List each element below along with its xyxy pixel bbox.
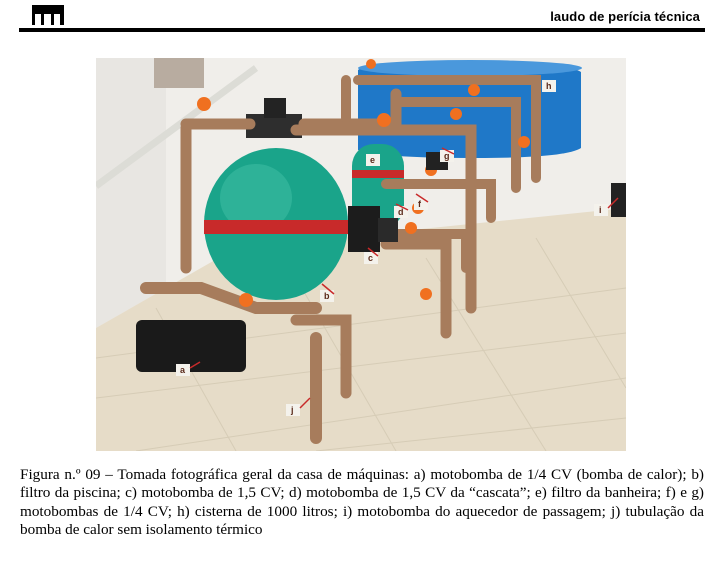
machine-room-photo xyxy=(96,58,626,451)
header-divider xyxy=(19,28,705,32)
photo-label-i: i xyxy=(599,205,602,215)
photo-label-g: g xyxy=(444,151,450,161)
photo-label-d: d xyxy=(398,207,404,217)
photo-label-j: j xyxy=(291,405,294,415)
photo-label-e: e xyxy=(370,155,376,165)
page-header-title: laudo de perícia técnica xyxy=(550,9,700,24)
photo-label-c: c xyxy=(368,253,374,263)
institution-logo-icon xyxy=(32,5,64,25)
photo-label-h: h xyxy=(546,81,552,91)
photo-label-a: a xyxy=(180,365,186,375)
photo-label-f: f xyxy=(418,199,421,209)
photo-label-b: b xyxy=(324,291,330,301)
figure-caption: Figura n.º 09 – Tomada fotográfica geral da casa de máquinas: a) motobomba de 1/4 CV (bomba de calor); b) filtro da piscina; c) motobomba de 1,5 CV; d) motobomba de 1,5 CV da “cascata”; e) filtro da banheira; f) e g) motobombas de 1/4 CV; h) cisterna de 1000 litros; i) motobomba do aquecedor de passagem; j) tubulação da bomba de calor sem isolamento térmico xyxy=(20,466,704,539)
